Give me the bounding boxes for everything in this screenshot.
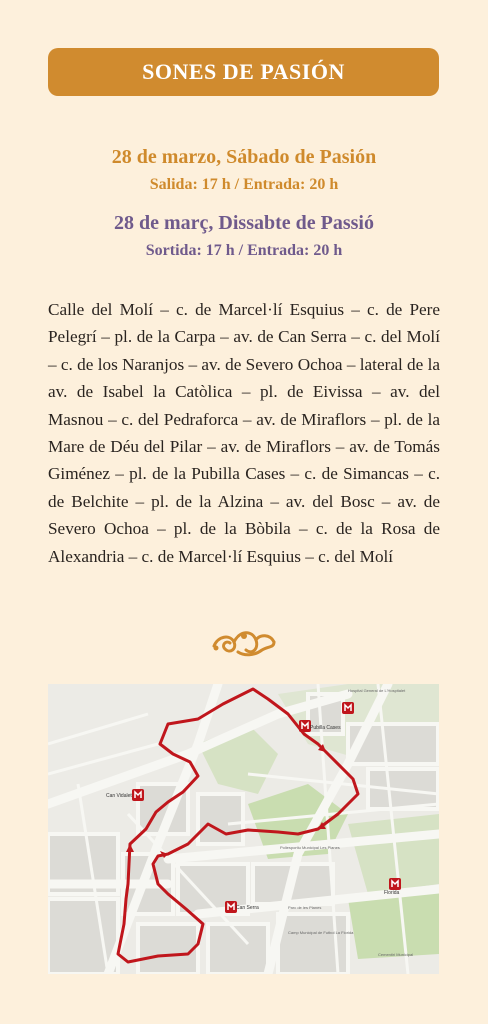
route-map[interactable] xyxy=(48,684,439,974)
date-spanish: 28 de marzo, Sábado de Pasión xyxy=(111,146,377,168)
place-label-camp: Camp Municipal de Futbol La Florida xyxy=(288,930,354,935)
station-label-can-vidalet: Can Vidalet xyxy=(106,793,132,799)
place-label-poliesportiu: Poliesportiu Municipal Les Planes xyxy=(280,845,340,850)
station-label-pubilla-cases: Pubilla Cases xyxy=(310,725,341,731)
date-catalan: 28 de març, Dissabte de Passió xyxy=(114,212,374,234)
place-label-hospital: Hospital General de L'Hospitalet xyxy=(348,688,406,693)
station-label-can-serra: Can Serra xyxy=(236,905,259,911)
page-title: SONES DE PASIÓN xyxy=(142,59,345,84)
place-label-parc: Parc de les Planes xyxy=(288,905,322,910)
title-banner xyxy=(48,48,439,96)
times-catalan: Sortida: 17 h / Entrada: 20 h xyxy=(145,242,343,259)
place-label-cementiri: Cementiri Municipal xyxy=(378,952,414,957)
flourish-ornament-icon xyxy=(208,622,280,662)
times-spanish: Salida: 17 h / Entrada: 20 h xyxy=(149,176,339,193)
station-label-florida: Florida xyxy=(384,890,400,896)
route-description: Calle del Molí – c. de Marcel·lí Esquius – c. de Pere Pelegrí – pl. de la Carpa – av. de Can Serra – c. del Molí – c. de los Naranjos – av. de Severo Ochoa – lateral de la av. de Isabel la Catòlica – pl. de Eivissa – av. del Masnou – c. del Pedraforca – av. de Miraflors – pl. de la Mare de Déu del Pilar – av. de Miraflors – av. de Tomás Giménez – pl. de la Pubilla Cases – c. de Simancas – c. de Belchite – pl. de la Alzina – av. del Bosc – av. de Severo Ochoa – pl. de la Bòbila – c. de la Rosa de Alexandria – c. de Marcel·lí Esquius – c. del Molí xyxy=(48,300,440,566)
